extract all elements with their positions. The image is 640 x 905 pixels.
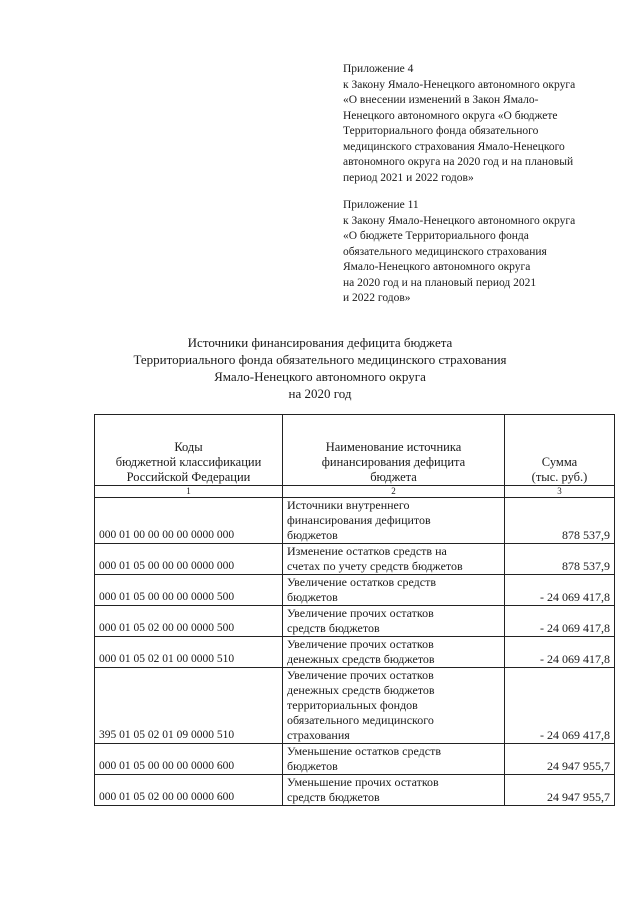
appendix-11-line: «О бюджете Территориального фонда	[343, 230, 529, 242]
title-line: на 2020 год	[288, 386, 352, 401]
source-name	[283, 744, 505, 775]
source-name-line: счетах по учету средств бюджетов	[287, 559, 463, 573]
appendix-11-reference	[343, 198, 623, 307]
table-row	[95, 668, 615, 744]
appendix-11-line: на 2020 год и на плановый период 2021	[343, 276, 537, 289]
source-name	[283, 775, 505, 806]
column-number-row	[95, 486, 615, 498]
header-sum	[505, 415, 615, 486]
appendix-4-line: автономного округа на 2020 год и на плановый	[343, 156, 574, 168]
appendix-4-line: медицинского страхования Ямало-Ненецкого	[343, 140, 565, 153]
amount: 24 947 955,7	[505, 775, 615, 806]
amount: - 24 069 417,8	[505, 668, 615, 744]
source-name-line: бюджетов	[287, 759, 338, 773]
source-name-line: Увеличение прочих остатков	[287, 637, 434, 651]
appendix-11-line: обязательного медицинского страхования	[343, 245, 547, 258]
header-text: Российской Федерации	[126, 470, 251, 484]
classification-code: 000 01 00 00 00 00 0000 000	[95, 498, 283, 544]
title-line: Территориального фонда обязательного медицинского страхования	[133, 352, 507, 367]
header-text: Коды	[174, 440, 203, 454]
appendix-4-line: Территориального фонда обязательного	[343, 125, 539, 137]
appendix-4-line: Ненецкого автономного округа «О бюджете	[343, 109, 558, 122]
document-title	[0, 334, 640, 402]
column-number: 3	[505, 486, 615, 498]
source-name-line: средств бюджетов	[287, 621, 380, 635]
header-text: Сумма	[541, 455, 578, 469]
amount: - 24 069 417,8	[505, 606, 615, 637]
column-number: 2	[283, 486, 505, 498]
table-row	[95, 544, 615, 575]
source-name-line: территориальных фондов	[287, 698, 418, 712]
amount: 24 947 955,7	[505, 744, 615, 775]
source-name	[283, 668, 505, 744]
source-name-line: Уменьшение прочих остатков	[287, 775, 439, 789]
source-name-line: Увеличение прочих остатков	[287, 668, 434, 682]
table-row	[95, 775, 615, 806]
header-text: Наименование источника	[325, 440, 462, 454]
classification-code: 000 01 05 02 00 00 0000 600	[95, 775, 283, 806]
source-name	[283, 498, 505, 544]
source-name	[283, 544, 505, 575]
source-name-line: денежных средств бюджетов	[287, 683, 435, 697]
table-row	[95, 606, 615, 637]
table-header-row	[95, 415, 615, 486]
table-row	[95, 498, 615, 544]
amount: - 24 069 417,8	[505, 637, 615, 668]
table-row	[95, 744, 615, 775]
classification-code: 000 01 05 00 00 00 0000 600	[95, 744, 283, 775]
table-row	[95, 575, 615, 606]
source-name-line: страхования	[287, 728, 350, 742]
header-text: финансирования дефицита	[321, 455, 466, 469]
column-number: 1	[95, 486, 283, 498]
financing-sources-table	[94, 414, 615, 806]
appendix-4-line: период 2021 и 2022 годов»	[343, 171, 474, 184]
source-name	[283, 637, 505, 668]
appendix-11-line: к Закону Ямало-Ненецкого автономного округа	[343, 214, 576, 227]
classification-code: 000 01 05 02 01 00 0000 510	[95, 637, 283, 668]
amount: - 24 069 417,8	[505, 575, 615, 606]
classification-code: 395 01 05 02 01 09 0000 510	[95, 668, 283, 744]
header-name	[283, 415, 505, 486]
source-name-line: финансирования дефицитов	[287, 513, 431, 527]
source-name-line: Увеличение остатков средств	[287, 575, 437, 589]
appendix-4-line: «О внесении изменений в Закон Ямало-	[343, 94, 539, 106]
amount: 878 537,9	[505, 498, 615, 544]
header-text: бюджетной классификации	[115, 455, 262, 469]
source-name-line: Изменение остатков средств на	[287, 544, 447, 558]
source-name-line: бюджетов	[287, 590, 338, 604]
source-name	[283, 606, 505, 637]
appendix-11-line: Ямало-Ненецкого автономного округа	[343, 261, 531, 273]
classification-code: 000 01 05 00 00 00 0000 500	[95, 575, 283, 606]
source-name-line: денежных средств бюджетов	[287, 652, 435, 666]
source-name-line: бюджетов	[287, 528, 338, 542]
header-text: бюджета	[370, 470, 417, 484]
header-text: (тыс. руб.)	[531, 470, 588, 484]
source-name-line: Увеличение прочих остатков	[287, 606, 434, 620]
appendix-4-line: к Закону Ямало-Ненецкого автономного округа	[343, 78, 576, 91]
source-name	[283, 575, 505, 606]
title-line: Источники финансирования дефицита бюджета	[187, 335, 453, 350]
source-name-line: Источники внутреннего	[287, 498, 410, 512]
source-name-line: обязательного медицинского	[287, 713, 434, 727]
classification-code: 000 01 05 00 00 00 0000 000	[95, 544, 283, 575]
appendix-4-reference	[343, 62, 623, 186]
title-line: Ямало-Ненецкого автономного округа	[214, 369, 426, 384]
classification-code: 000 01 05 02 00 00 0000 500	[95, 606, 283, 637]
source-name-line: средств бюджетов	[287, 790, 380, 804]
amount: 878 537,9	[505, 544, 615, 575]
appendix-4-line: Приложение 4	[343, 63, 414, 75]
appendix-11-line: Приложение 11	[343, 199, 419, 211]
appendix-11-line: и 2022 годов»	[343, 292, 411, 304]
table-row	[95, 637, 615, 668]
header-codes	[95, 415, 283, 486]
source-name-line: Уменьшение остатков средств	[287, 744, 441, 758]
